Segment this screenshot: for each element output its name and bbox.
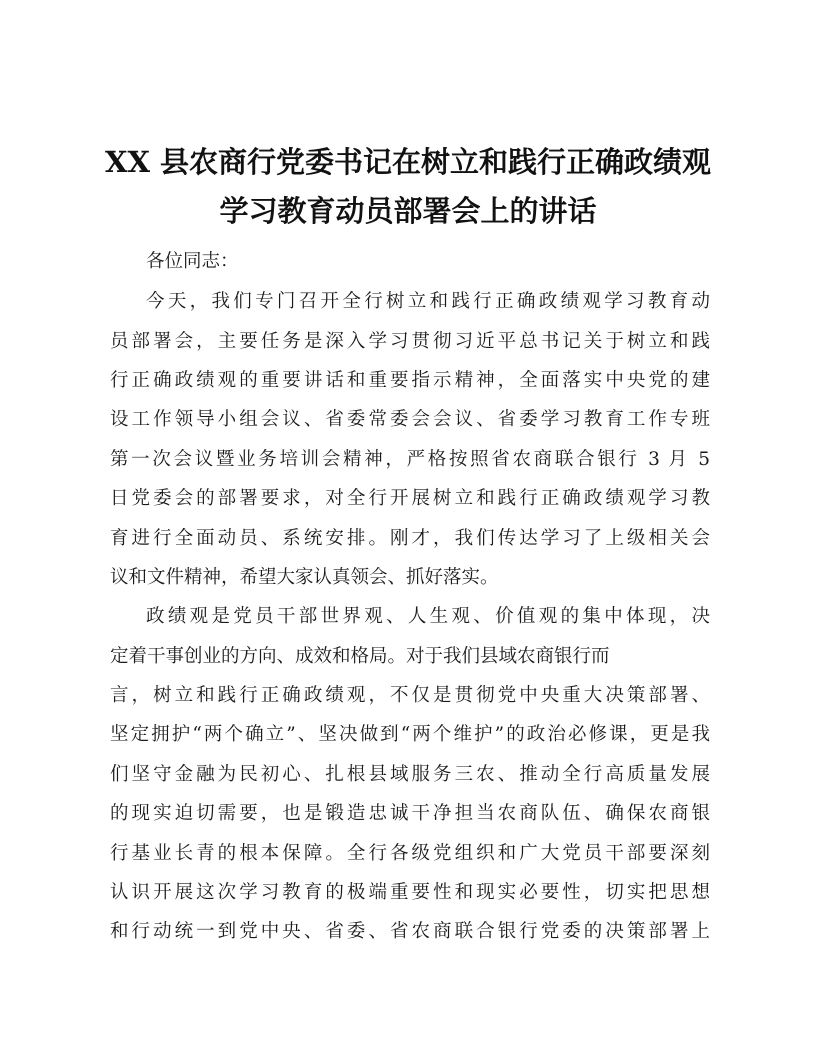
document-title-line-2: 学习教育动员部署会上的讲话: [219, 194, 597, 228]
paragraph-1-line-3: 行正确政绩观的重要讲话和重要指示精神，全面落实中央党的建: [110, 370, 710, 391]
paragraph-2-line-2: 定着干事创业的方向、成效和格局。对于我们县域农商银行而: [110, 646, 610, 667]
paragraph-1-line-8: 议和文件精神，希望大家认真领会、抓好落实。: [110, 567, 499, 588]
salutation: 各位同志：: [146, 251, 239, 272]
paragraph-1-line-7: 育进行全面动员、系统安排。刚才，我们传达学习了上级相关会: [110, 528, 710, 549]
paragraph-2-line-6: 的现实迫切需要，也是锻造忠诚干净担当农商队伍、确保农商银: [110, 803, 710, 824]
document-title-line-1: XX 县农商行党委书记在树立和践行正确政绩观: [104, 145, 712, 179]
paragraph-2-line-8: 认识开展这次学习教育的极端重要性和现实必要性，切实把思想: [110, 882, 710, 903]
paragraph-2-line-4: 坚定拥护“两个确立”、坚决做到“两个维护”的政治必修课，更是我: [110, 724, 710, 745]
paragraph-1-line-2: 员部署会，主要任务是深入学习贯彻习近平总书记关于树立和践: [110, 331, 710, 352]
paragraph-1-line-1: 今天，我们专门召开全行树立和践行正确政绩观学习教育动: [146, 291, 710, 312]
paragraph-2-line-1: 政绩观是党员干部世界观、人生观、价值观的集中体现，决: [146, 606, 710, 627]
paragraph-1-line-5: 第一次会议暨业务培训会精神，严格按照省农商联合银行 3 月 5: [110, 449, 710, 470]
paragraph-1-line-4: 设工作领导小组会议、省委常委会会议、省委学习教育工作专班: [110, 409, 710, 430]
paragraph-2-line-3: 言，树立和践行正确政绩观，不仅是贯彻党中央重大决策部署、: [110, 685, 710, 706]
paragraph-2-line-9: 和行动统一到党中央、省委、省农商联合银行党委的决策部署上: [110, 921, 710, 942]
paragraph-2-line-5: 们坚守金融为民初心、扎根县域服务三农、推动全行高质量发展: [110, 764, 710, 785]
paragraph-1-line-6: 日党委会的部署要求，对全行开展树立和践行正确政绩观学习教: [110, 488, 710, 509]
paragraph-2-line-7: 行基业长青的根本保障。全行各级党组织和广大党员干部要深刻: [110, 843, 710, 864]
